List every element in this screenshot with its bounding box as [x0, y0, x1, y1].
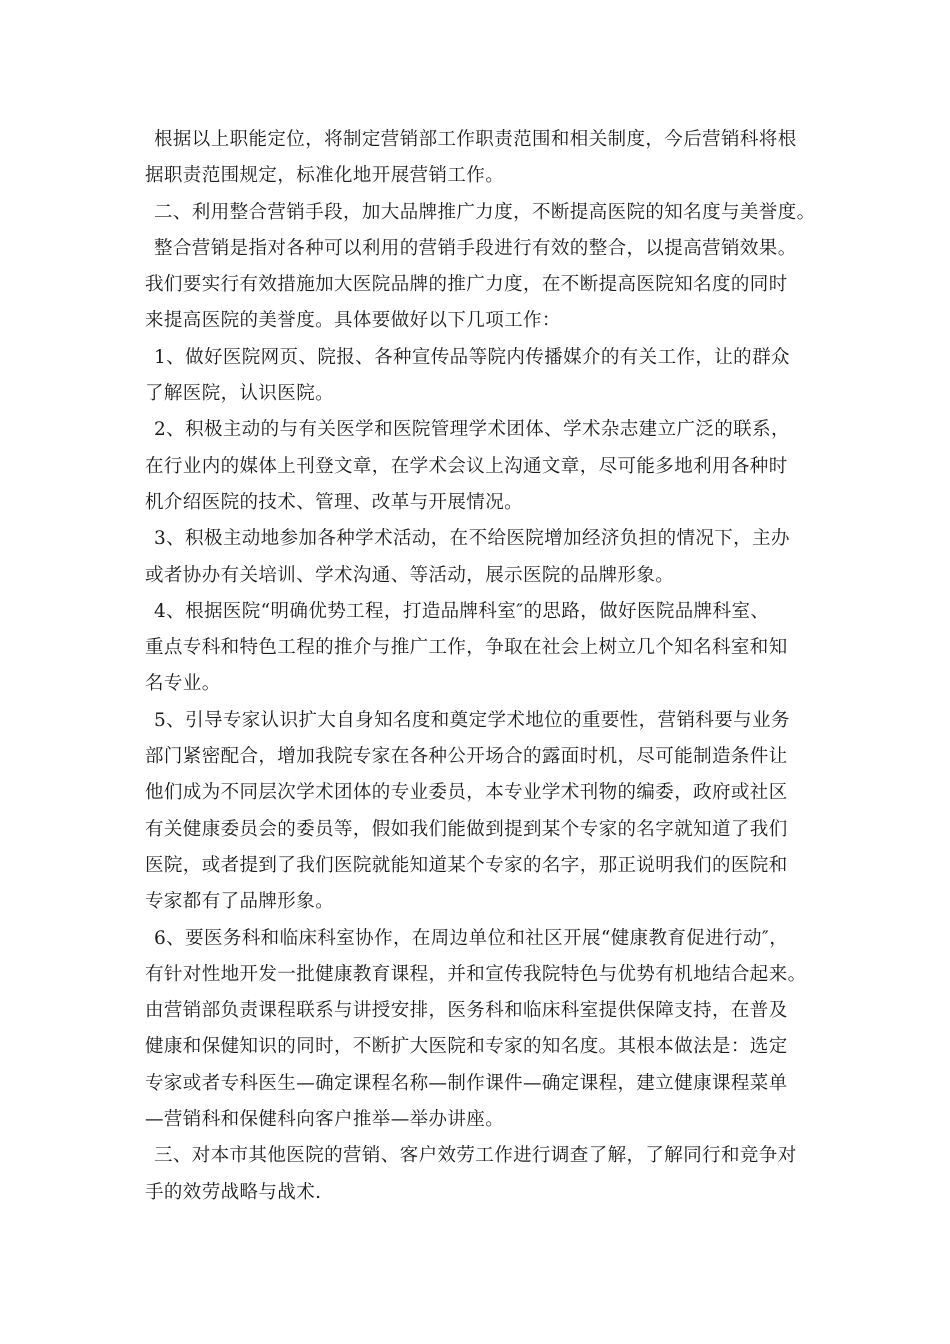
- text-line: —营销科和保健科向客户推举—举办讲座。: [145, 1109, 505, 1131]
- text-line: 3、积极主动地参加各种学术活动，在不给医院增加经济负担的情况下，主办: [154, 528, 790, 550]
- text-line: 2、积极主动的与有关医学和医院管理学术团体、学术杂志建立广泛的联系，: [154, 419, 790, 441]
- text-line: 整合营销是指对各种可以利用的营销手段进行有效的整合，以提高营销效果。: [154, 237, 797, 259]
- text-line: 来提高医院的美誉度。具体要做好以下几项工作：: [145, 310, 561, 332]
- text-line: 有关健康委员会的委员等，假如我们能做到提到某个专家的名字就知道了我们: [145, 818, 788, 840]
- text-line: 4、根据医院“明确优势工程，打造品牌科室″的思路，做好医院品牌科室、: [154, 600, 770, 622]
- text-line: 1、做好医院网页、院报、各种宣传品等院内传播媒介的有关工作，让的群众: [154, 346, 790, 368]
- text-line: 三、对本市其他医院的营销、客户效劳工作进行调查了解，了解同行和竞争对: [154, 1145, 797, 1167]
- text-line: 手的效劳战略与战术.: [145, 1181, 322, 1203]
- text-line: 专家或者专科医生—确定课程名称—制作课件—确定课程，建立健康课程菜单: [145, 1072, 788, 1094]
- text-line: 由营销部负责课程联系与讲授安排，医务科和临床科室提供保障支持，在普及: [145, 1000, 788, 1022]
- text-line: 5、引导专家认识扩大自身知名度和奠定学术地位的重要性，营销科要与业务: [154, 709, 790, 731]
- text-line: 他们成为不同层次学术团体的专业委员，本专业学术刊物的编委，政府或社区: [145, 782, 788, 804]
- text-line: 据职责范围规定，标准化地开展营销工作。: [145, 165, 505, 187]
- text-line: 名专业。: [145, 673, 221, 695]
- document-body: [145, 122, 835, 1211]
- text-line: 在行业内的媒体上刊登文章，在学术会议上沟通文章，尽可能多地利用各种时: [145, 455, 788, 477]
- text-line: 6、要医务科和临床科室协作，在周边单位和社区开展“健康教育促进行动″，: [154, 927, 789, 949]
- text-line: 我们要实行有效措施加大医院品牌的推广力度，在不断提高医院知名度的同时: [145, 274, 788, 296]
- text-line: 了解医院，认识医院。: [145, 383, 335, 405]
- text-line: 专家都有了品牌形象。: [145, 891, 335, 913]
- text-line: 或者协办有关培训、学术沟通、等活动，展示医院的品牌形象。: [145, 564, 675, 586]
- text-line: 健康和保健知识的同时，不断扩大医院和专家的知名度。其根本做法是：选定: [145, 1036, 788, 1058]
- text-line: 有针对性地开发一批健康教育课程，并和宣传我院特色与优势有机地结合起来。: [145, 963, 807, 985]
- text-line: 重点专科和特色工程的推介与推广工作，争取在社会上树立几个知名科室和知: [145, 637, 788, 659]
- text-line: 机介绍医院的技术、管理、改革与开展情况。: [145, 491, 524, 513]
- text-line: 二、利用整合营销手段，加大品牌推广力度，不断提高医院的知名度与美誉度。: [154, 201, 816, 223]
- text-line: 医院，或者提到了我们医院就能知道某个专家的名字，那正说明我们的医院和: [145, 854, 788, 876]
- text-line: 部门紧密配合，增加我院专家在各种公开场合的露面时机，尽可能制造条件让: [145, 746, 788, 768]
- text-line: 根据以上职能定位，将制定营销部工作职责范围和相关制度，今后营销科将根: [154, 129, 797, 150]
